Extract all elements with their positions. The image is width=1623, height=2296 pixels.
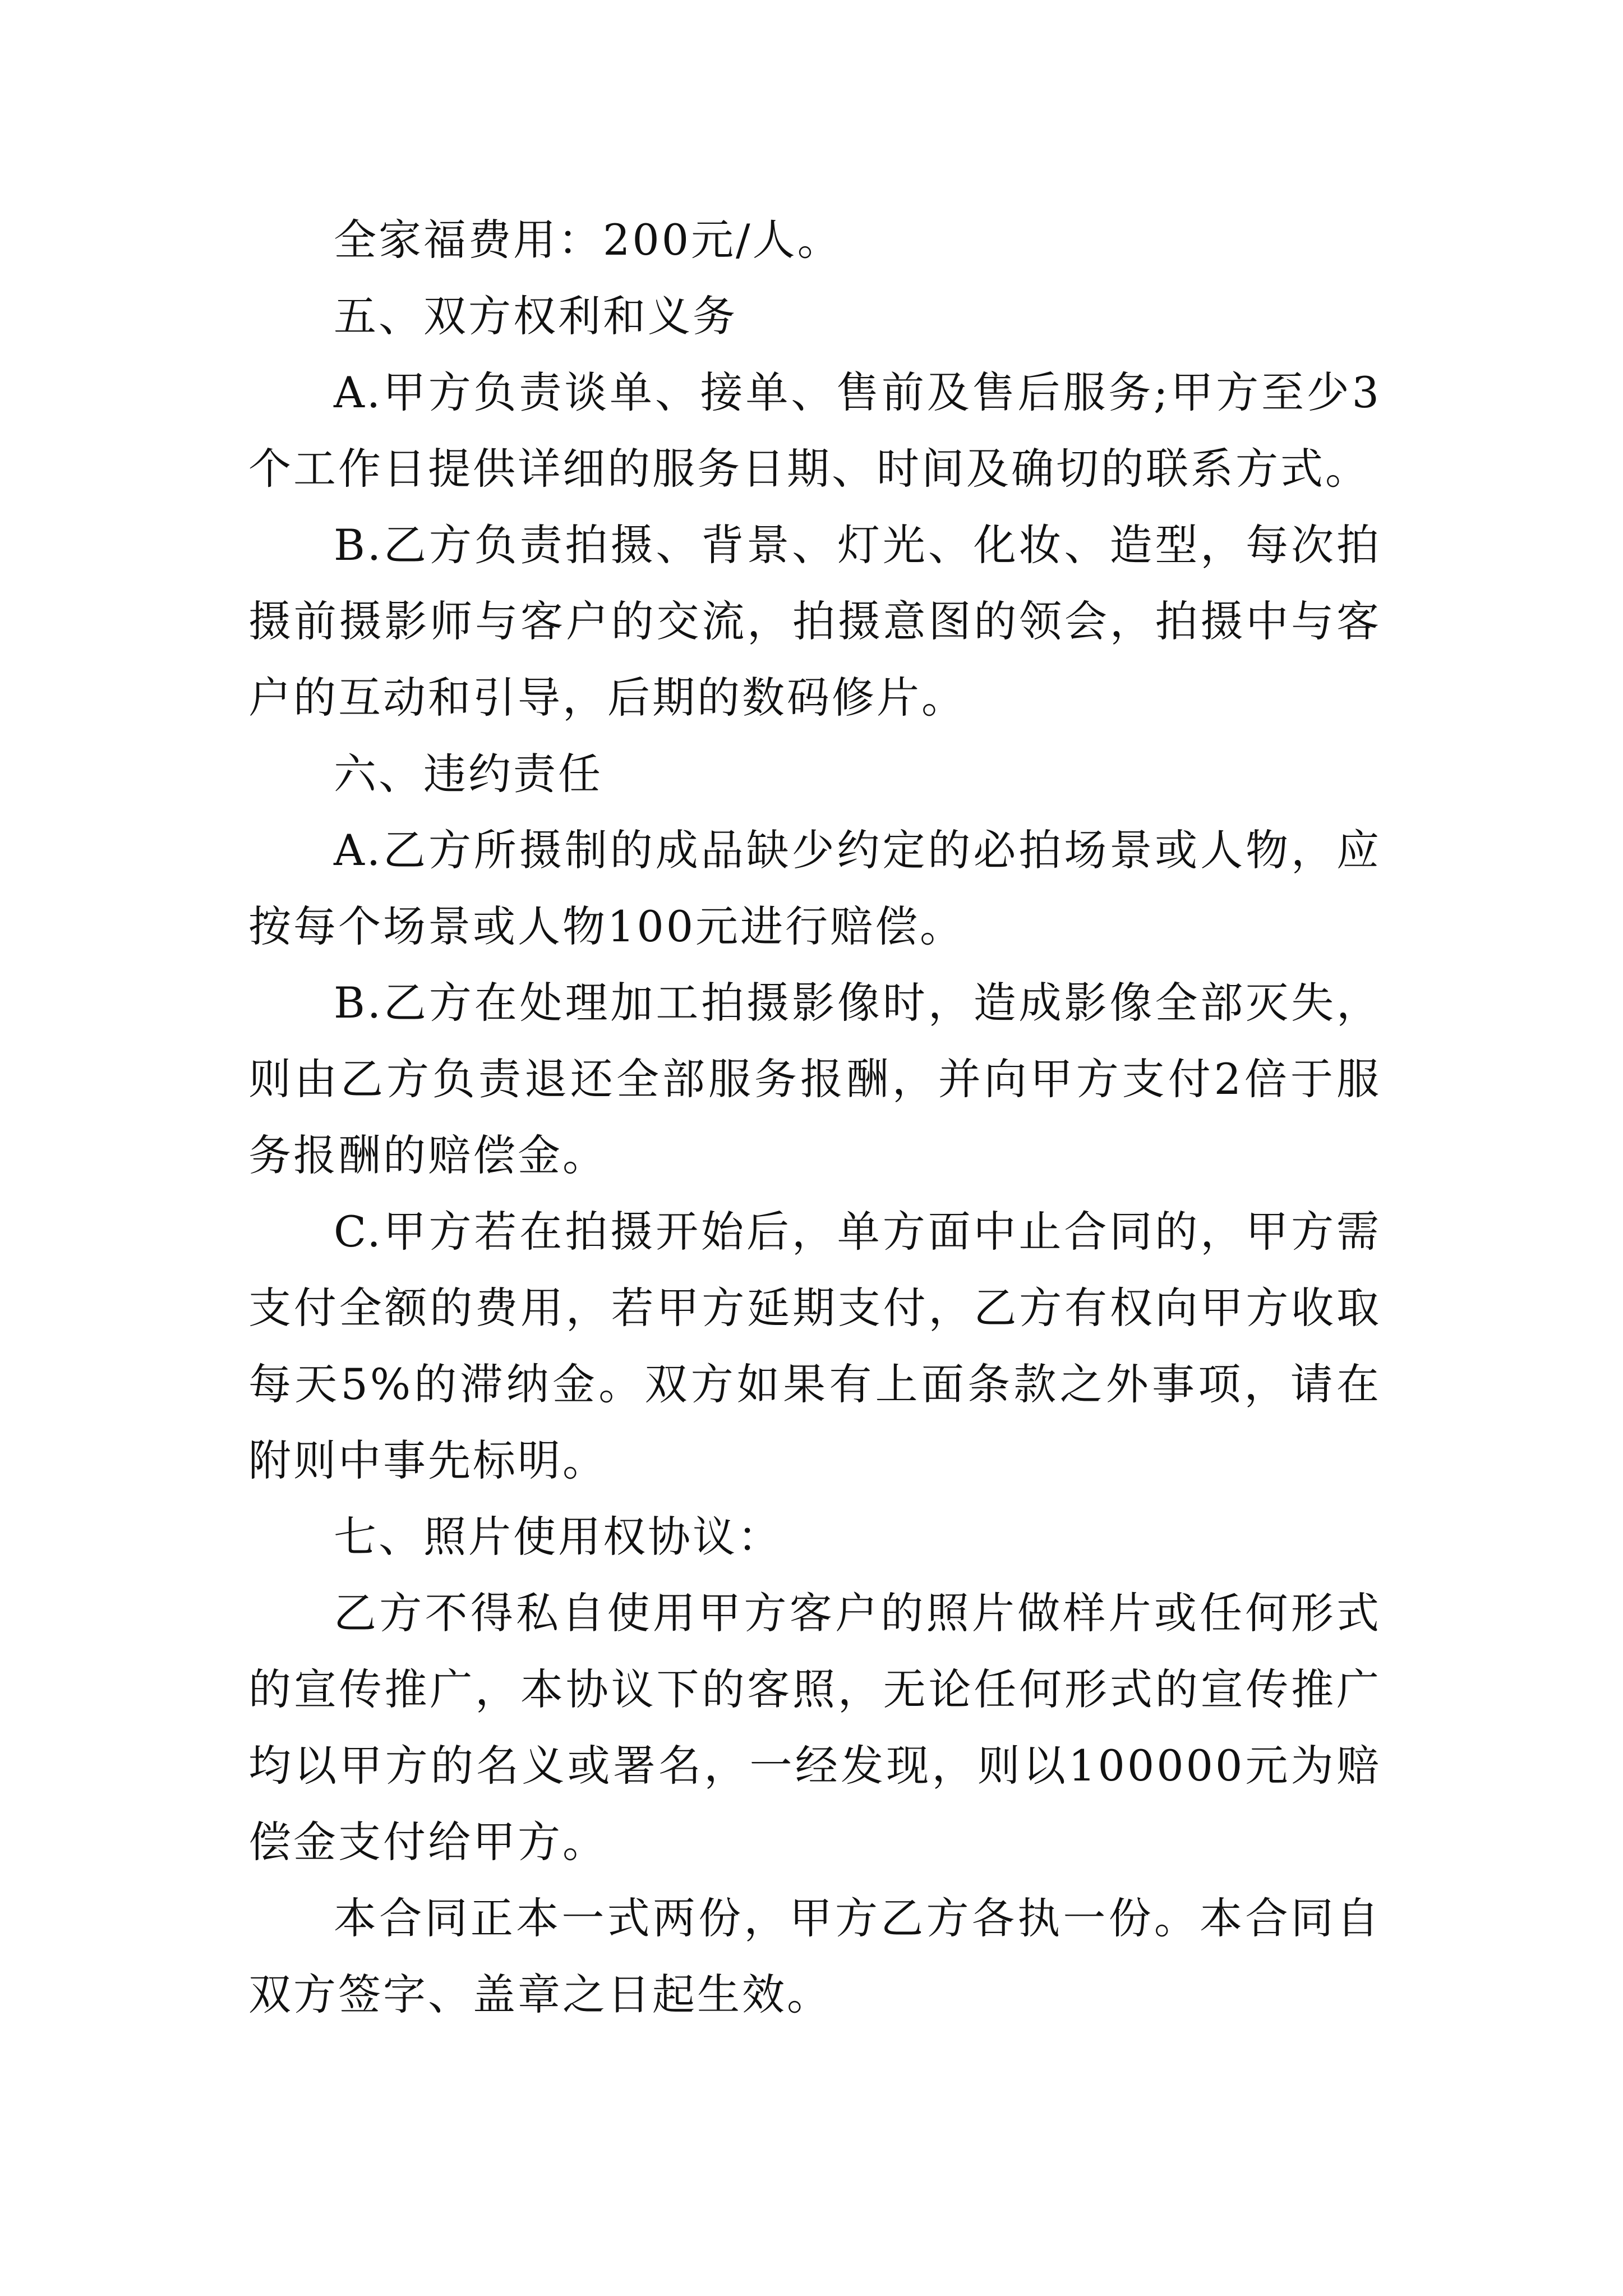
section-heading-rights-obligations: 五、双方权利和义务 [334, 291, 737, 341]
paragraph-breach-image-loss: B.乙方在处理加工拍摄影像时，造成影像全部灭失，则由乙方负责退还全部服务报酬，并向甲方支付2倍于服务报酬的赔偿金。 [248, 978, 1381, 1180]
paragraph-photo-usage-terms: 乙方不得私自使用甲方客户的照片做样片或任何形式的宣传推广，本协议下的客照，无论任何形式的宣传推广均以甲方的名义或署名，一经发现，则以100000元为赔偿金支付给甲方。 [248, 1588, 1381, 1867]
section-heading-breach-liability: 六、违约责任 [334, 749, 603, 799]
paragraph-breach-termination: C.甲方若在拍摄开始后，单方面中止合同的，甲方需支付全额的费用，若甲方延期支付，乙方有权向甲方收取每天5%的滞纳金。双方如果有上面条款之外事项，请在附则中事先标明。 [248, 1207, 1381, 1485]
paragraph-family-photo-fee: 全家福费用：200元/人。 [334, 215, 842, 265]
contract-body [248, 202, 1381, 2033]
paragraph-breach-missing-scenes: A.乙方所摄制的成品缺少约定的必拍场景或人物，应按每个场景或人物100元进行赔偿。 [248, 825, 1381, 951]
paragraph-party-a-duties: A.甲方负责谈单、接单、售前及售后服务;甲方至少3个工作日提供详细的服务日期、时间及确切的联系方式。 [248, 367, 1381, 494]
paragraph-party-b-duties: B.乙方负责拍摄、背景、灯光、化妆、造型，每次拍摄前摄影师与客户的交流，拍摄意图的领会，拍摄中与客户的互动和引导，后期的数码修片。 [248, 520, 1381, 723]
section-heading-photo-usage: 七、照片使用权协议： [334, 1512, 782, 1562]
paragraph-contract-effect: 本合同正本一式两份，甲方乙方各执一份。本合同自双方签字、盖章之日起生效。 [248, 1893, 1381, 2019]
